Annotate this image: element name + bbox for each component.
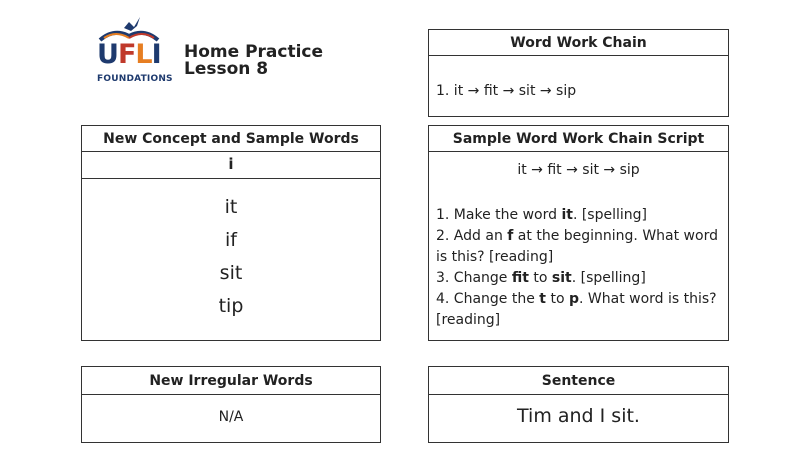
sample-word: sit [219,262,243,284]
logo-subtitle: FOUNDATIONS [97,74,173,84]
irregular-words-box [81,366,381,443]
sample-script-header: Sample Word Work Chain Script [429,126,728,152]
title-line-1: Home Practice [184,42,324,62]
sample-script-box [428,125,729,341]
logo-letter-i: I [151,39,161,70]
sentence-value: Tim and I sit. [517,405,640,427]
sample-script-steps [436,205,722,331]
sentence-header: Sentence [429,367,728,395]
title-line-2: Lesson 8 [184,59,269,79]
word-work-chain-header: Word Work Chain [429,30,728,56]
word-work-chain-box [428,29,729,117]
script-step: 1. Make the word it. [spelling] [436,207,647,223]
script-step: 2. Add an f at the beginning. What word is this? [reading] [436,228,718,265]
sample-word: if [225,229,237,251]
logo-letter-u: U [97,39,118,70]
script-step: 3. Change fit to sit. [spelling] [436,270,646,286]
sentence-box [428,366,729,443]
page-title [184,44,323,78]
script-step: 4. Change the t to p. What word is this? [reading] [436,291,717,328]
ufli-logo [94,14,173,86]
sample-word-list [82,196,380,328]
new-concept-box [81,125,381,341]
concept-grapheme: i [82,152,380,179]
irregular-words-header: New Irregular Words [82,367,380,395]
logo-letter-l: L [135,39,152,70]
irregular-words-value: N/A [218,409,244,425]
sample-script-chain: it → fit → sit → sip [517,162,640,178]
sample-word: it [224,196,238,218]
new-concept-header: New Concept and Sample Words [82,126,380,152]
word-work-chain-text: 1. it → fit → sit → sip [436,83,577,99]
logo-letter-f: F [117,39,136,70]
sample-word: tip [218,295,244,317]
